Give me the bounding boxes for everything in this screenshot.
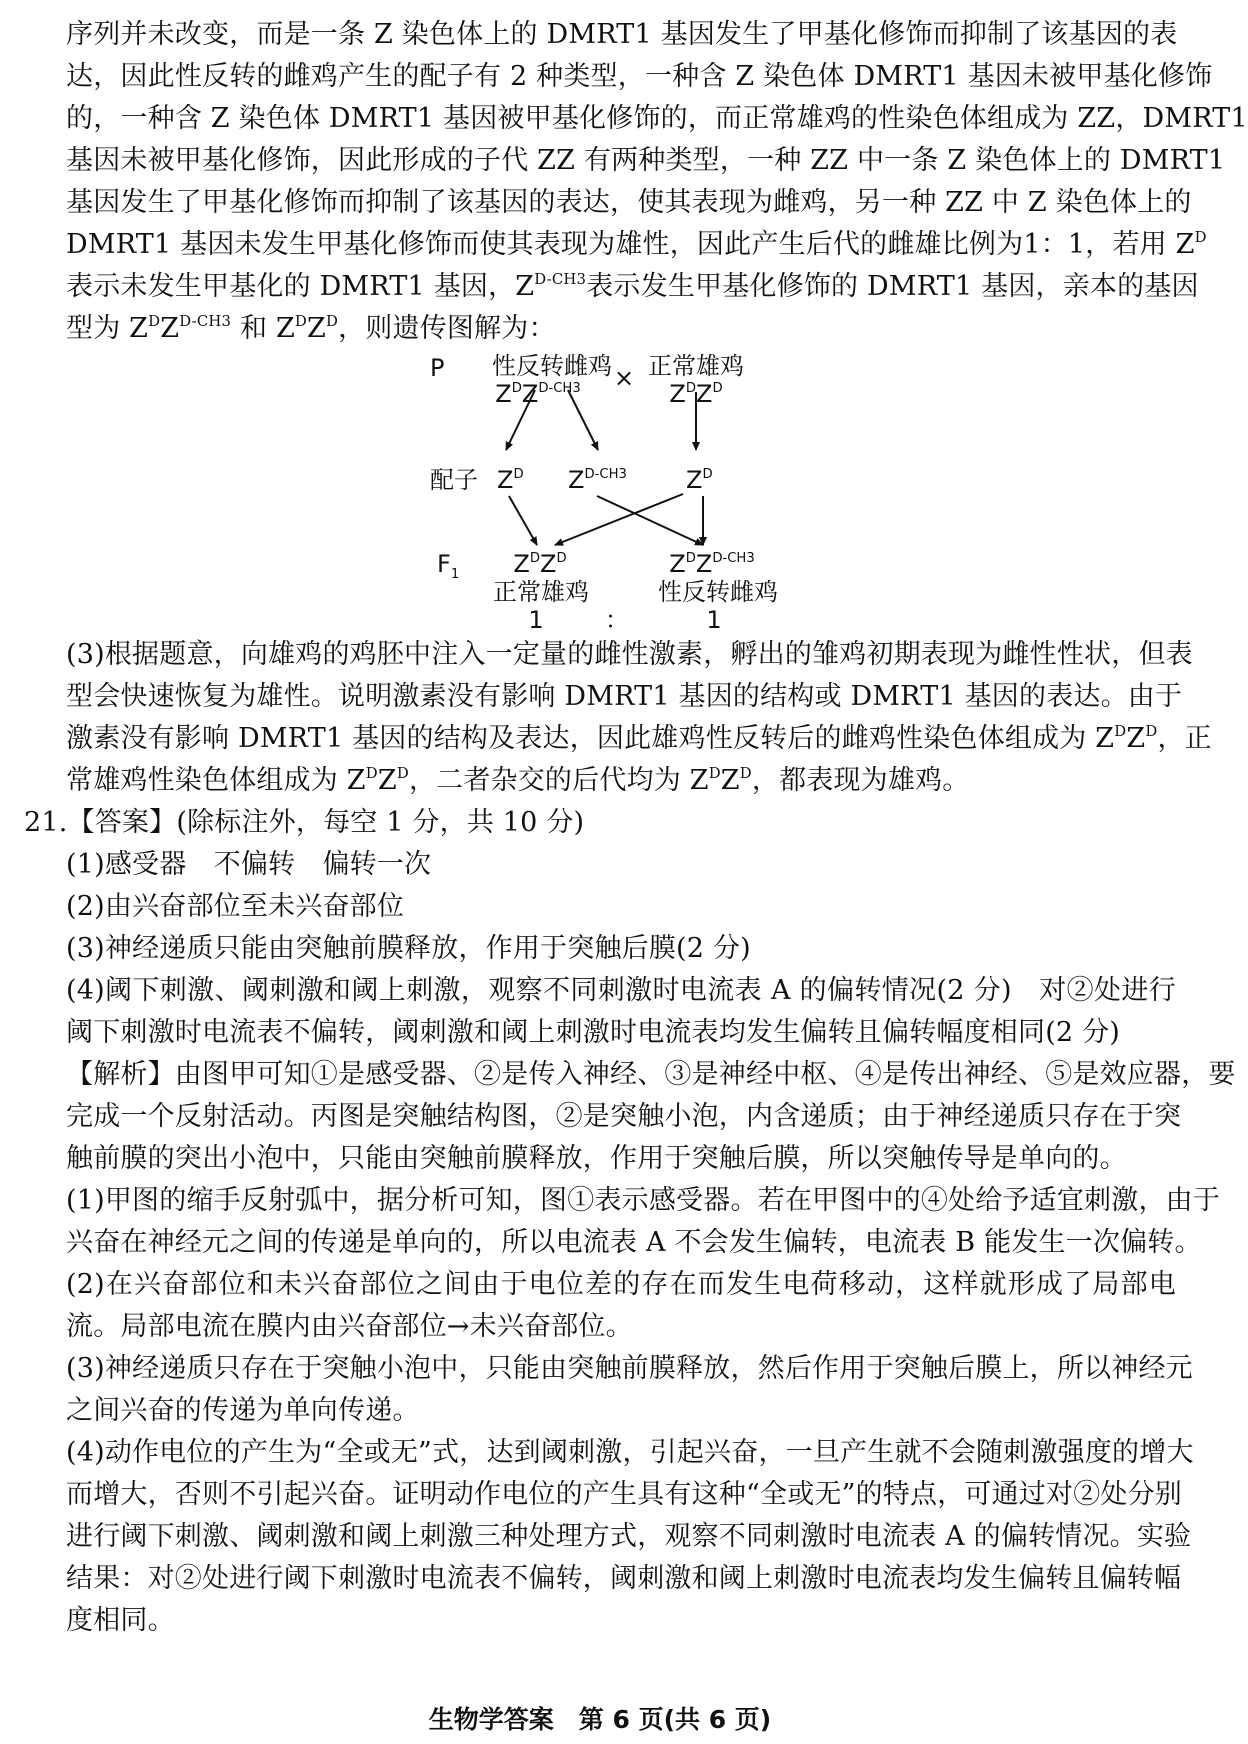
text-line: DMRT1 基因未发生甲基化修饰而使其表现为雄性，因此产生后代的雌雄比例为1：1，若用 $Z^D$ bbox=[66, 227, 1207, 260]
analysis-line: 进行阈下刺激、阈刺激和阈上刺激三种处理方式，观察不同刺激时电流表 A 的偏转情况。实验 bbox=[66, 1521, 1192, 1552]
arrow-g1-f1 bbox=[509, 496, 537, 545]
text-line: (3)根据题意，向雄鸡的鸡胚中注入一定量的雌性激素，孵出的雏鸡初期表现为雌性性状，但表 bbox=[66, 639, 1193, 670]
f1-label: $F_1$ bbox=[437, 550, 460, 582]
parent1-name: 性反转雌鸡 bbox=[492, 352, 612, 380]
text-line: 的，一种含 Z 染色体 DMRT1 基因被甲基化修饰的，而正常雄鸡的性染色体组成为 ZZ，DMRT1 bbox=[66, 103, 1248, 134]
analysis-line: 兴奋在神经元之间的传递是单向的，所以电流表 A 不会发生偏转，电流表 B 能发生一次偏转。 bbox=[66, 1227, 1202, 1258]
gamete-1: $Z^D$ bbox=[497, 466, 524, 494]
analysis-line: (1)甲图的缩手反射弧中，据分析可知，图①表示感受器。若在甲图中的④处给予适宜刺激，由于 bbox=[66, 1185, 1221, 1216]
text-line: 常雄鸡性染色体组成为 $Z^DZ^D$，二者杂交的后代均为 $Z^DZ^D$，都表现为雄鸡。 bbox=[66, 763, 970, 796]
text-line: 激素没有影响 DMRT1 基因的结构及表达，因此雄鸡性反转后的雌鸡性染色体组成为 $Z^DZ^D$，正 bbox=[66, 721, 1212, 754]
text-line: 型会快速恢复为雄性。说明激素没有影响 DMRT1 基因的结构或 DMRT1 基因的表达。由于 bbox=[66, 681, 1183, 712]
parent2-name: 正常雄鸡 bbox=[648, 352, 744, 380]
gamete-3: $Z^D$ bbox=[686, 466, 713, 494]
analysis-line: 触前膜的突出小泡中，只能由突触前膜释放，作用于突触后膜，所以突触传导是单向的。 bbox=[66, 1143, 1127, 1174]
text-line: 基因未被甲基化修饰，因此形成的子代 ZZ 有两种类型，一种 ZZ 中一条 Z 染色体上的 DMRT1 bbox=[66, 145, 1226, 176]
answer-line: (3)神经递质只能由突触前膜释放，作用于突触后膜(2 分) bbox=[66, 933, 751, 964]
gamete-label: 配子 bbox=[430, 466, 478, 494]
analysis-line: (3)神经递质只存在于突触小泡中，只能由突触前膜释放，然后作用于突触后膜上，所以神经元 bbox=[66, 1353, 1193, 1384]
ratio-left: 1 bbox=[528, 606, 544, 634]
offspring2-name: 性反转雌鸡 bbox=[658, 578, 778, 606]
parent1-genotype: $Z^DZ^{D-CH3}$ bbox=[495, 380, 581, 408]
parent2-genotype: $Z^DZ^D$ bbox=[669, 380, 723, 408]
cross-symbol: × bbox=[614, 364, 635, 392]
offspring1-genotype: $Z^DZ^D$ bbox=[513, 550, 567, 578]
arrow-g3-f1 bbox=[555, 494, 683, 545]
text-line: 达，因此性反转的雌鸡产生的配子有 2 种类型，一种含 Z 染色体 DMRT1 基因未被甲基化修饰 bbox=[66, 61, 1213, 92]
text-line: 序列并未改变，而是一条 Z 染色体上的 DMRT1 基因发生了甲基化修饰而抑制了该基因的表 bbox=[66, 19, 1178, 50]
analysis-line: 流。局部电流在膜内由兴奋部位→未兴奋部位。 bbox=[66, 1311, 633, 1342]
analysis-line: 结果：对②处进行阈下刺激时电流表不偏转，阈刺激和阈上刺激时电流表均发生偏转且偏转幅 bbox=[66, 1563, 1182, 1594]
ratio-colon: ： bbox=[605, 606, 629, 634]
analysis-line: 【解析】由图甲可知①是感受器、②是传入神经、③是神经中枢、④是传出神经、⑤是效应器，要 bbox=[66, 1059, 1236, 1090]
gamete-2: $Z^{D-CH3}$ bbox=[568, 466, 627, 494]
p-label: P bbox=[430, 354, 445, 382]
text-line: 基因发生了甲基化修饰而抑制了该基因的表达，使其表现为雌鸡，另一种 ZZ 中 Z 染色体上的 bbox=[66, 187, 1192, 218]
text-line: 型为 $Z^DZ^{D-CH3}$ 和 $Z^DZ^D$，则遗传图解为： bbox=[66, 311, 556, 344]
analysis-line: 而增大，否则不引起兴奋。证明动作电位的产生具有这种“全或无”的特点，可通过对②处分别 bbox=[66, 1479, 1183, 1510]
analysis-line: (2)在兴奋部位和未兴奋部位之间由于电位差的存在而发生电荷移动，这样就形成了局部电 bbox=[66, 1269, 1176, 1300]
question-21-heading: 21.【答案】(除标注外，每空 1 分，共 10 分) bbox=[24, 807, 585, 838]
arrow-g2-f2 bbox=[597, 496, 703, 545]
page-footer: 生物学答案 第 6 页(共 6 页) bbox=[428, 1705, 772, 1734]
analysis-line: 之间兴奋的传递为单向传递。 bbox=[66, 1395, 420, 1426]
answer-line: (4)阈下刺激、阈刺激和阈上刺激，观察不同刺激时电流表 A 的偏转情况(2 分) 对②处进行 bbox=[66, 975, 1176, 1006]
analysis-line: 完成一个反射活动。丙图是突触结构图，②是突触小泡，内含递质；由于神经递质只存在于突 bbox=[66, 1101, 1182, 1132]
text-line: 表示未发生甲基化的 DMRT1 基因，$Z^{D-CH3}$表示发生甲基化修饰的 DMRT1 基因，亲本的基因 bbox=[66, 269, 1199, 302]
analysis-line: 度相同。 bbox=[66, 1605, 175, 1636]
answer-line: (2)由兴奋部位至未兴奋部位 bbox=[66, 891, 405, 922]
analysis-line: (4)动作电位的产生为“全或无”式，达到阈刺激，引起兴奋，一旦产生就不会随刺激强度的增大 bbox=[66, 1437, 1194, 1468]
offspring2-genotype: $Z^DZ^{D-CH3}$ bbox=[669, 550, 755, 578]
ratio-right: 1 bbox=[706, 606, 722, 634]
answer-line: 阈下刺激时电流表不偏转，阈刺激和阈上刺激时电流表均发生偏转且偏转幅度相同(2 分) bbox=[66, 1017, 1121, 1048]
offspring1-name: 正常雄鸡 bbox=[493, 578, 589, 606]
answer-line: (1)感受器 不偏转 偏转一次 bbox=[66, 849, 432, 880]
